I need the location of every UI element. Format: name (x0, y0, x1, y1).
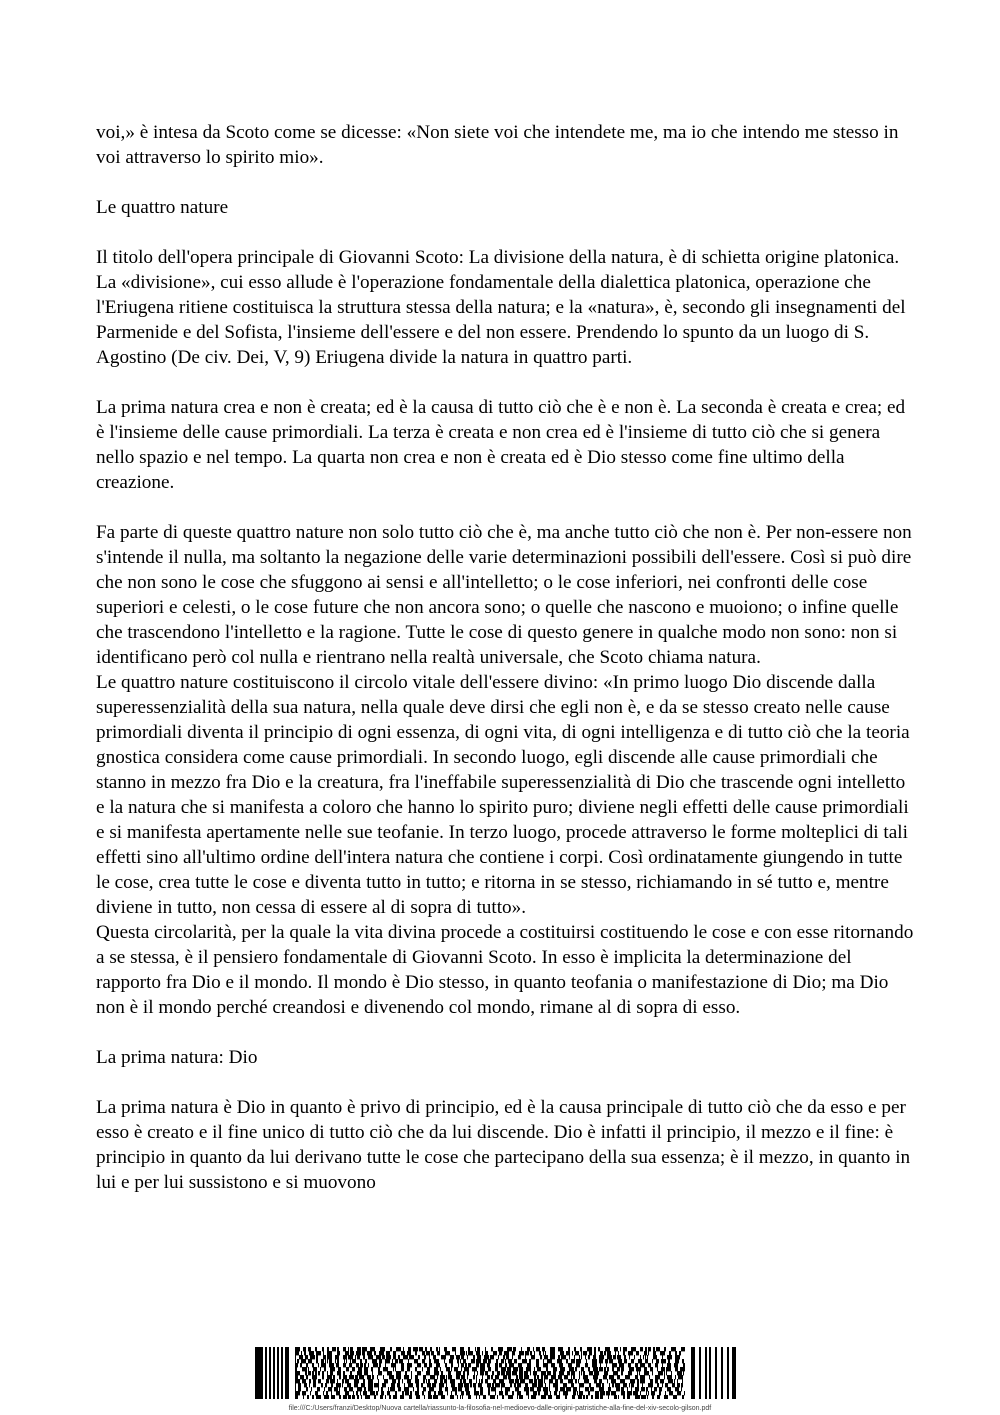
document-page (96, 120, 916, 1220)
paragraph-prima-natura-crea: La prima natura crea e non è creata; ed è la causa di tutto ciò che è e non è. La seconda è creata e crea; ed è l'insieme delle cause primordiali. La terza è creata e non crea ed è l'insieme di tutto ciò che si genera nello spazio e nel tempo. La quarta non crea e non è creata ed è Dio stesso come fine ultimo della creazione. (96, 397, 906, 493)
file-path-caption: file:///C:/Users/franzi/Desktop/Nuova cartella/riassunto-la-filosofia-nel-medioevo-dalle-origini-patristiche-alla-fine-del-xiv-secolo-gilson.pdf (288, 1405, 712, 1412)
section-heading-prima-natura-dio: La prima natura: Dio (96, 1047, 258, 1068)
paragraph-prima-natura-dio: La prima natura è Dio in quanto è privo di principio, ed è la causa principale di tutto ciò che da esso e per esso è creato e il fine unico di tutto ciò che da lui discende. Dio è infatti il principio, il mezzo e il fine: è principio in quanto da lui derivano tutte le cose che partecipano della sua essenza; è il mezzo, in quanto in lui e per lui sussistono e si muovono (96, 1097, 911, 1193)
paragraph-continuation: voi,» è intesa da Scoto come se dicesse: «Non siete voi che intendete me, ma io che intendo me stesso in voi attraverso lo spirito mio». (96, 122, 899, 168)
paragraph-circolarita: Questa circolarità, per la quale la vita divina procede a costituirsi costituendo le cose e con esse ritornando a se stessa, è il pensiero fondamentale di Giovanni Scoto. In esso è implicita la determinazione del rapporto fra Dio e il mondo. Il mondo è Dio stesso, in quanto teofania o manifestazione di Dio; ma Dio non è il mondo perché creandosi e divenendo col mondo, rimane al di sopra di esso. (96, 922, 914, 1018)
paragraph-non-essere: Fa parte di queste quattro nature non solo tutto ciò che è, ma anche tutto ciò che non è. Per non-essere non s'intende il nulla, ma soltanto la negazione delle varie determinazioni possibili dell'essere. Così si può dire che non sono le cose che sfuggono ai sensi e all'intelletto; o le cose inferiori, nei confronti delle cose superiori e celesti, o le cose future che non ancora sono; o quelle che nascono e muoiono; o infine quelle che trascendono l'intelletto e la ragione. Tutte le cose di questo genere in qualche modo non sono: non si identificano però col nulla e rientrano nella realtà universale, che Scoto chiama natura. (96, 522, 912, 668)
paragraph-titolo-opera: Il titolo dell'opera principale di Giovanni Scoto: La divisione della natura, è di schietta origine platonica. La «divisione», cui esso allude è l'operazione fondamentale della dialettica platonica, operazione che l'Eriugena ritiene costituisca la struttura stessa della natura; e la «natura», è, secondo gli insegnamenti del Parmenide e del Sofista, l'insieme dell'essere e del non essere. Prendendo lo spunto da un luogo di S. Agostino (De civ. Dei, V, 9) Eriugena divide la natura in quattro parti. (96, 247, 906, 368)
barcode-image (255, 1347, 736, 1399)
section-heading-quattro-nature: Le quattro nature (96, 197, 229, 218)
paragraph-circolo-vitale: Le quattro nature costituiscono il circolo vitale dell'essere divino: «In primo luogo Dio discende dalla superessenzialità della sua natura, nella quale deve dirsi che egli non è, e da se stesso creato nelle cause primordiali diventa il principio di ogni essenza, di ogni vita, di ogni intelligenza e di tutto ciò che la teoria gnostica considera come cause primordiali. In secondo luogo, egli discende alle cause primordiali che stanno in mezzo fra Dio e la creatura, fra l'ineffabile superessenzialità di Dio che trascende ogni intelletto e la natura che si manifesta a coloro che hanno lo spirito puro; diviene negli effetti delle cause primordiali e si manifesta apertamente nelle sue teofanie. In terzo luogo, procede attraverso le forme molteplici di tali effetti sino all'ultimo ordine dell'intera natura che contiene i corpi. Così ordinatamente giungendo in tutte le cose, crea tutte le cose e diventa tutto in tutto; e ritorna in se stesso, richiamando in sé tutto e, mentre diviene in tutto, non cessa di essere al di sopra di tutto». (96, 672, 910, 918)
